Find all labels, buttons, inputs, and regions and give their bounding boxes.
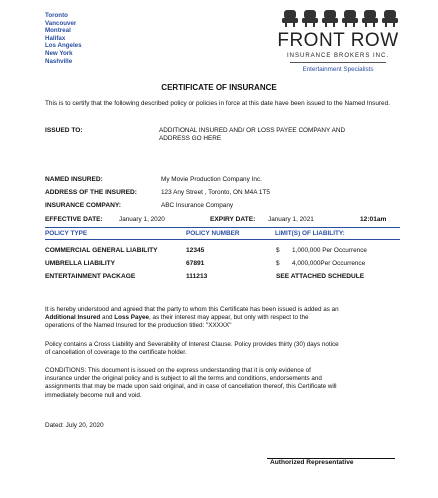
limit-currency-cell: $ xyxy=(276,260,280,267)
additional-insured-term: Additional Insured xyxy=(45,314,101,322)
limit-cell: 4,000,000Per Occurrence xyxy=(292,260,366,267)
col-header-policy-type: POLICY TYPE xyxy=(45,230,88,237)
expiry-time-value: 12:01am xyxy=(360,216,387,223)
effective-date-label: EFFECTIVE DATE: xyxy=(45,216,103,223)
office-item: New York xyxy=(45,49,73,57)
issued-to-label: ISSUED TO: xyxy=(45,127,83,134)
clause-line: operations of the Named Insured for the production titled: "XXXXX" xyxy=(45,322,232,330)
effective-date-value: January 1, 2020 xyxy=(119,216,165,223)
policy-number-cell: 111213 xyxy=(186,273,208,280)
dated-text: Dated: July 20, 2020 xyxy=(45,422,104,429)
clause-line: Policy contains a Cross Liability and Severability of Interest Clause. Policy provides thirty (30) days notice xyxy=(45,341,339,348)
limit-currency-cell: $ xyxy=(276,247,280,254)
conditions-clause xyxy=(45,367,400,400)
cross-liability-clause xyxy=(45,341,400,357)
table-top-rule xyxy=(45,227,400,228)
address-label: ADDRESS OF THE INSURED: xyxy=(45,189,137,196)
clause-line: It is hereby understood and agreed that the party to whom this Certificate has been issued is added as an xyxy=(45,306,339,313)
policy-type-cell: UMBRELLA LIABILITY xyxy=(45,260,116,267)
office-item: Halifax xyxy=(45,34,66,42)
brand-tagline: Entertainment Specialists xyxy=(302,66,374,73)
theatre-seats-icon xyxy=(282,8,400,28)
company-logo xyxy=(268,8,408,80)
address-value: 123 Any Street , Toronto, ON M4A 1T5 xyxy=(161,189,270,196)
clause-line: CONDITIONS: This document is issued on the express understanding that it is only evidence of xyxy=(45,367,311,374)
clause-text: , as their interest may appear, but only with respect to the xyxy=(148,314,309,322)
clause-line xyxy=(45,314,400,322)
limit-cell: 1,000,000 Per Occurrence xyxy=(292,247,367,254)
signature-label: Authorized Representative xyxy=(270,459,354,466)
col-header-limits: LIMIT(S) OF LIABILITY: xyxy=(275,230,345,237)
insurance-company-value: ABC Insurance Company xyxy=(161,202,234,209)
col-header-policy-number: POLICY NUMBER xyxy=(186,230,240,237)
issued-to-value-line1: ADDITIONAL INSURED AND/ OR LOSS PAYEE COMPANY AND xyxy=(159,127,346,134)
office-item: Montreal xyxy=(45,27,71,35)
clause-line: immediately become null and void. xyxy=(45,391,142,399)
additional-insured-clause xyxy=(45,306,400,331)
intro-text: This is to certify that the following described policy or policies in force at this date have been issued to the Named Insured. xyxy=(45,100,390,107)
insurance-company-label: INSURANCE COMPANY: xyxy=(45,202,121,209)
issued-to-value-line2: ADDRESS GO HERE xyxy=(159,135,222,142)
limit-cell: SEE ATTACHED SCHEDULE xyxy=(276,273,365,280)
office-item: Vancouver xyxy=(45,19,77,27)
policy-type-cell: ENTERTAINMENT PACKAGE xyxy=(45,273,136,280)
office-item: Toronto xyxy=(45,12,68,19)
logo-divider xyxy=(290,62,386,63)
clause-line: insurance under the original policy and is subject to all the terms and conditions, endorsements and xyxy=(45,375,322,383)
clause-text: and xyxy=(100,314,115,322)
policy-number-cell: 12345 xyxy=(186,247,205,254)
office-item: Los Angeles xyxy=(45,42,82,50)
expiry-date-value: January 1, 2021 xyxy=(268,216,314,223)
clause-line: assignments that may be made upon said original, and in case of cancellation thereof, this Certificate will xyxy=(45,383,337,391)
table-header-rule xyxy=(45,239,400,240)
policy-type-cell: COMMERCIAL GENERAL LIABILITY xyxy=(45,247,158,254)
office-item: Nashville xyxy=(45,57,73,65)
document-title: CERTIFICATE OF INSURANCE xyxy=(161,83,277,92)
loss-payee-term: Loss Payee xyxy=(114,314,149,322)
named-insured-value: My Movie Production Company Inc. xyxy=(161,176,262,183)
policy-number-cell: 67891 xyxy=(186,260,205,267)
clause-line: of cancellation of coverage to the certificate holder. xyxy=(45,349,187,357)
expiry-date-label: EXPIRY DATE: xyxy=(210,216,256,223)
brand-subtitle: INSURANCE BROKERS INC. xyxy=(286,53,389,59)
named-insured-label: NAMED INSURED: xyxy=(45,176,103,183)
brand-name: FRONT ROW xyxy=(277,30,399,51)
office-list xyxy=(45,12,82,65)
